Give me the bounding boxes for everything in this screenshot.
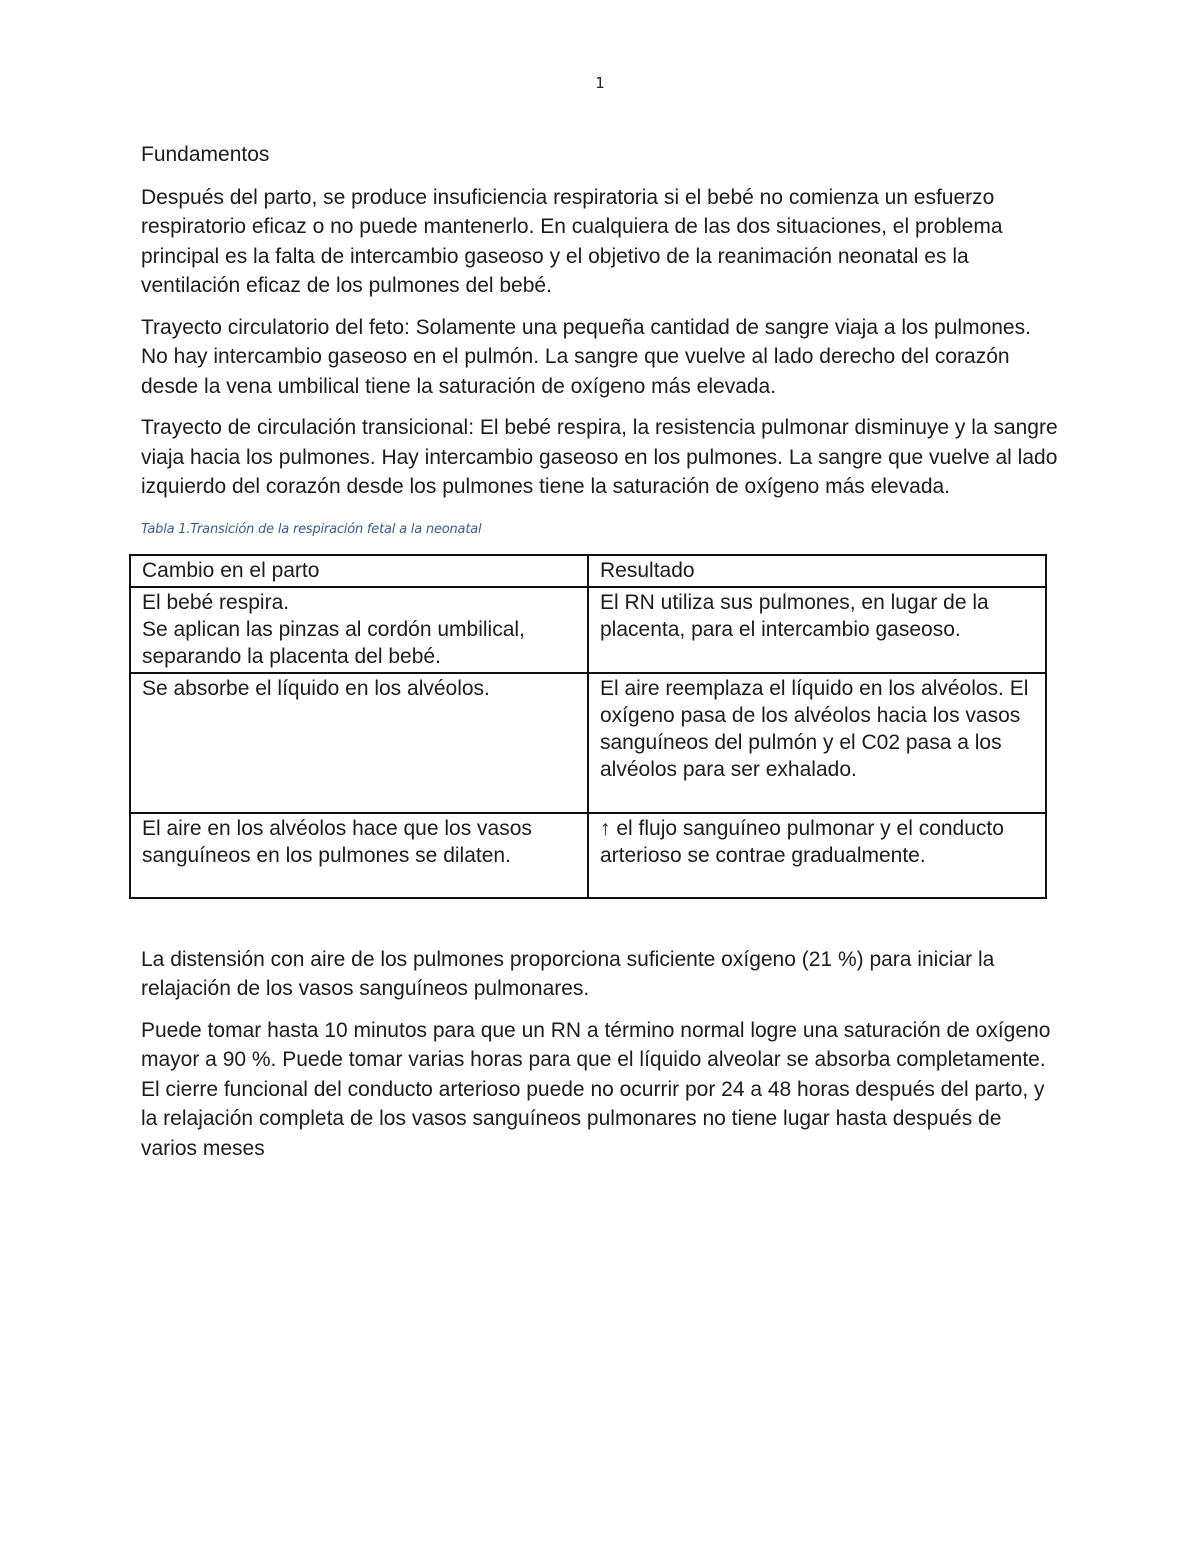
cell-line: El aire en los alvéolos hace que los vasos sanguíneos en los pulmones se dilaten. — [142, 816, 532, 867]
paragraph: La distensión con aire de los pulmones proporciona suficiente oxígeno (21 %) para iniciar la relajación de los vasos sanguíneos pulmonares. — [141, 947, 995, 1000]
table-caption: Tabla 1.Transición de la respiración fetal a la neonatal — [141, 521, 482, 537]
cell-line: El bebé respira. — [142, 590, 290, 614]
table-cell-change — [130, 673, 588, 813]
table-header-row — [130, 555, 1046, 587]
document-body — [141, 140, 1061, 1175]
table-cell-result: El RN utiliza sus pulmones, en lugar de la placenta, para el intercambio gaseoso. — [588, 587, 1046, 673]
paragraph: Puede tomar hasta 10 minutos para que un RN a término normal logre una saturación de oxígeno mayor a 90 %. Puede tomar varias horas para que el líquido alveolar se absorba completamente. El cierre funcional del conducto arterioso puede no ocurrir por 24 a 48 horas después del parto, y la relajación completa de los vasos sanguíneos pulmonares no tiene lugar hasta después de varios meses — [141, 1018, 1051, 1160]
cell-line: Se absorbe el líquido en los alvéolos. — [142, 676, 490, 700]
transition-table — [129, 554, 1047, 899]
table-cell-change — [130, 813, 588, 898]
table-row — [130, 587, 1046, 673]
paragraph: Trayecto circulatorio del feto: Solamente una pequeña cantidad de sangre viaja a los pulmones. No hay intercambio gaseoso en el pulmón. La sangre que vuelve al lado derecho del corazón desde la vena umbilical tiene la saturación de oxígeno más elevada. — [141, 315, 1031, 398]
table-cell-change — [130, 587, 588, 673]
table-row — [130, 673, 1046, 813]
table-header-cell: Resultado — [588, 555, 1046, 587]
section-heading: Fundamentos — [141, 143, 270, 166]
paragraph: Después del parto, se produce insuficiencia respiratoria si el bebé no comienza un esfuerzo respiratorio eficaz o no puede mantenerlo. En cualquiera de las dos situaciones, el problema principal es la falta de intercambio gaseoso y el objetivo de la reanimación neonatal es la ventilación eficaz de los pulmones del bebé. — [141, 185, 1003, 297]
paragraph: Trayecto de circulación transicional: El bebé respira, la resistencia pulmonar disminuye y la sangre viaja hacia los pulmones. Hay intercambio gaseoso en los pulmones. La sangre que vuelve al lado izquierdo del corazón desde los pulmones tiene la saturación de oxígeno más elevada. — [141, 416, 1058, 498]
table-header-cell: Cambio en el parto — [130, 555, 588, 587]
page-number: 1 — [595, 74, 605, 92]
table-row — [130, 813, 1046, 898]
cell-line: Se aplican las pinzas al cordón umbilical, separando la placenta del bebé. — [142, 617, 525, 668]
table-cell-result: El aire reemplaza el líquido en los alvéolos. El oxígeno pasa de los alvéolos hacia los vasos sanguíneos del pulmón y el C02 pasa a los alvéolos para ser exhalado. — [588, 673, 1046, 813]
table-cell-result: ↑ el flujo sanguíneo pulmonar y el conducto arterioso se contrae gradualmente. — [588, 813, 1046, 898]
